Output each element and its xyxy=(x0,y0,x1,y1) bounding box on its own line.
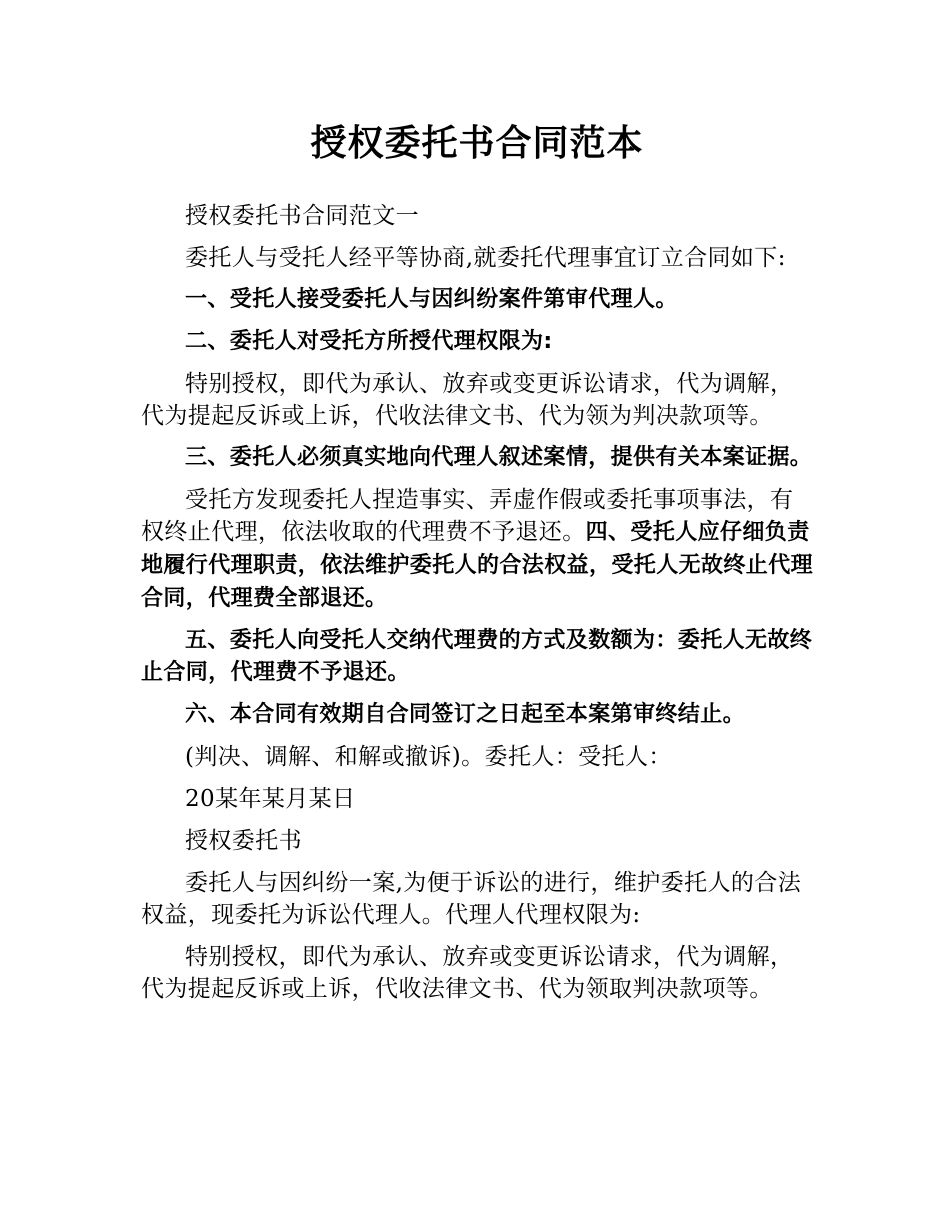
paragraph-special-authorization: 特别授权，即代为承认、放弃或变更诉讼请求，代为调解，代为提起反诉或上诉，代收法律文书、代为领为判决款项等。 xyxy=(141,371,794,429)
paragraph-signatories: (判决、调解、和解或撤诉)。委托人：受托人： xyxy=(185,744,672,770)
document-title: 授权委托书合同范本 xyxy=(310,123,644,164)
clause-5: 五、委托人向受托人交纳代理费的方式及数额为：委托人无故终止合同，代理费不予退还。 xyxy=(141,628,813,685)
clause-1: 一、受托人接受委托人与因纠纷案件第审代理人。 xyxy=(185,287,678,312)
clause-4: 四、受托人应仔细负责地履行代理职责，依法维护委托人的合法权益，受托人无故终止代理合同，代理费全部退还。 xyxy=(141,520,814,611)
paragraph-power-of-attorney-heading: 授权委托书 xyxy=(185,828,302,854)
termination-text: 受托方发现委托人捏造事实、弄虚作假或委托事项事法，有权终止代理，依法收取的代理费不予退还。 xyxy=(141,487,794,545)
clause-3: 三、委托人必须真实地向代理人叙述案情，提供有关本案证据。 xyxy=(185,445,813,470)
document-body xyxy=(141,200,813,1005)
clause-2: 二、委托人对受托方所授代理权限为: xyxy=(185,329,553,354)
paragraph-sample-heading: 授权委托书合同范文一 xyxy=(185,203,419,229)
paragraph-power-of-attorney-body: 委托人与因纠纷一案,为便于诉讼的进行，维护委托人的合法权益，现委托为诉讼代理人。代理人代理权限为: xyxy=(141,870,802,928)
document-page xyxy=(141,0,813,1015)
paragraph-special-authorization-2: 特别授权，即代为承认、放弃或变更诉讼请求，代为调解，代为提起反诉或上诉，代收法律文书、代为领取判决款项等。 xyxy=(141,944,794,1002)
paragraph-termination-clause xyxy=(141,484,813,615)
paragraph-preamble: 委托人与受托人经平等协商,就委托代理事宜订立合同如下: xyxy=(185,245,786,271)
paragraph-date: 20某年某月某日 xyxy=(185,786,356,812)
clause-6: 六、本合同有效期自合同签订之日起至本案第审终结止。 xyxy=(185,702,746,727)
